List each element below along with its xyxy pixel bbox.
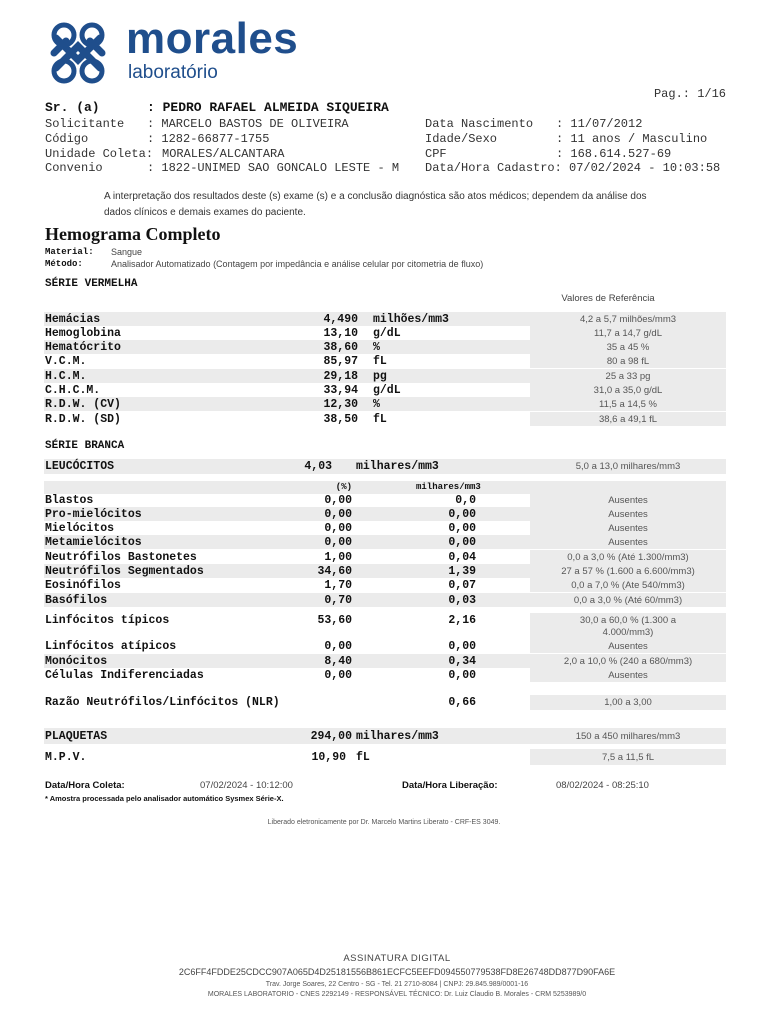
linfocitos-tipicos-abs: 2,16 xyxy=(448,614,476,627)
coleta-value: 07/02/2024 - 10:12:00 xyxy=(200,780,293,791)
result-absolute: 0,00 xyxy=(448,536,476,549)
result-value: 12,30 xyxy=(323,398,358,411)
convenio-label: Convenio xyxy=(45,161,103,175)
leucocitos-ref: 5,0 a 13,0 milhares/mm3 xyxy=(575,461,681,472)
result-percent: 0,00 xyxy=(324,640,352,653)
mpv-value: 10,90 xyxy=(311,751,346,764)
cpf-label: CPF xyxy=(425,147,447,161)
cadastro-value: 07/02/2024 - 10:03:58 xyxy=(569,161,721,175)
result-name: C.H.C.M. xyxy=(45,384,101,397)
unidade-label: Unidade Coleta: xyxy=(45,147,154,161)
result-percent: 0,00 xyxy=(324,669,352,682)
result-name: Basófilos xyxy=(45,594,108,607)
result-unit: fL xyxy=(373,413,387,426)
result-percent: 1,00 xyxy=(324,551,352,564)
result-percent: 1,70 xyxy=(324,579,352,592)
result-percent: 8,40 xyxy=(324,655,352,668)
leucocitos-value: 4,03 xyxy=(304,460,332,473)
result-reference: 4,2 a 5,7 milhões/mm3 xyxy=(579,314,677,325)
result-name: Células Indiferenciadas xyxy=(45,669,204,682)
result-reference: 11,5 a 14,5 % xyxy=(599,399,657,410)
page-number: Pag.: 1/16 xyxy=(653,87,726,101)
result-name: Monócitos xyxy=(45,655,108,668)
result-reference: Ausentes xyxy=(608,495,648,506)
result-unit: % xyxy=(373,398,380,411)
result-name: R.D.W. (SD) xyxy=(45,413,121,426)
signature-hash: 2C6FF4FDDE25CDCC907A065D4D25181556B861ECFC5EEFD094550779538FD8E26748DD877D90FA6E xyxy=(178,967,616,977)
result-name: Linfócitos atípicos xyxy=(45,640,177,653)
nascimento-value: : 11/07/2012 xyxy=(556,117,643,131)
result-value: 4,490 xyxy=(323,313,358,326)
result-reference: 25 a 33 pg xyxy=(605,371,651,382)
linfocitos-tipicos-ref-line2: 4.000/mm3) xyxy=(602,627,654,638)
nlr-name: Razão Neutrófilos/Linfócitos (NLR) xyxy=(45,696,280,709)
liberacao-value: 08/02/2024 - 08:25:10 xyxy=(556,780,649,791)
result-absolute: 0,00 xyxy=(448,522,476,535)
result-reference: Ausentes xyxy=(608,670,648,681)
result-reference: 38,6 a 49,1 fL xyxy=(598,414,658,425)
exam-title: Hemograma Completo xyxy=(45,224,221,244)
metodo-label: Método: xyxy=(45,259,83,269)
nlr-value: 0,66 xyxy=(448,696,476,709)
liberado-text: Liberado eletronicamente por Dr. Marcelo Martins Liberato - CRF-ES 3049. xyxy=(267,819,501,826)
result-reference: Ausentes xyxy=(608,641,648,652)
morales-logo-icon xyxy=(44,20,112,86)
result-absolute: 0,00 xyxy=(448,669,476,682)
result-reference: 0,0 a 3,0 % (Até 1.300/mm3) xyxy=(567,552,689,563)
linfocitos-tipicos-name: Linfócitos típicos xyxy=(45,614,170,627)
col-absolute-header: milhares/mm3 xyxy=(416,482,481,492)
assinatura-label: ASSINATURA DIGITAL xyxy=(343,953,451,964)
reference-header: Valores de Referência xyxy=(561,293,655,304)
responsavel-text: MORALES LABORATORIO - CNES 2292149 - RESPONSÁVEL TÉCNICO: Dr. Luiz Claudio B. Morales - CRM 5253989/0 xyxy=(207,991,587,998)
result-percent: 0,00 xyxy=(324,494,352,507)
result-value: 13,10 xyxy=(323,327,358,340)
result-name: Eosinófilos xyxy=(45,579,121,592)
result-absolute: 0,07 xyxy=(448,579,476,592)
result-reference: 31,0 a 35,0 g/dL xyxy=(593,385,663,396)
result-reference: 11,7 a 14,7 g/dL xyxy=(594,328,662,339)
result-absolute: 1,39 xyxy=(448,565,476,578)
result-name: Blastos xyxy=(45,494,94,507)
result-name: H.C.M. xyxy=(45,370,87,383)
leucocitos-unit: milhares/mm3 xyxy=(356,460,439,473)
result-value: 33,94 xyxy=(323,384,358,397)
patient-label: Sr. (a) xyxy=(45,100,100,115)
result-value: 38,60 xyxy=(323,341,358,354)
material-value: Sangue xyxy=(111,247,143,257)
liberacao-label: Data/Hora Liberação: xyxy=(402,780,498,791)
result-percent: 34,60 xyxy=(317,565,352,578)
cpf-value: : 168.614.527-69 xyxy=(556,147,672,161)
result-absolute: 0,00 xyxy=(448,640,476,653)
codigo-value: : 1282-66877-1755 xyxy=(147,132,270,146)
result-name: V.C.M. xyxy=(45,355,87,368)
result-reference: 27 a 57 % (1.600 a 6.600/mm3) xyxy=(561,566,695,577)
idade-sexo-label: Idade/Sexo xyxy=(425,132,498,146)
result-reference: 80 a 98 fL xyxy=(606,356,650,367)
result-name: Pro-mielócitos xyxy=(45,508,142,521)
result-name: Hemoglobina xyxy=(45,327,121,340)
result-reference: Ausentes xyxy=(608,509,648,520)
result-name: Mielócitos xyxy=(45,522,115,535)
plaquetas-unit: milhares/mm3 xyxy=(356,730,439,743)
result-percent: 0,00 xyxy=(324,536,352,549)
result-reference: Ausentes xyxy=(608,523,648,534)
convenio-value: : 1822-UNIMED SAO GONCALO LESTE - M xyxy=(147,161,400,175)
plaquetas-ref: 150 a 450 milhares/mm3 xyxy=(575,731,681,742)
result-reference: 35 a 45 % xyxy=(606,342,650,353)
result-percent: 0,00 xyxy=(324,508,352,521)
brand-subtitle: laboratório xyxy=(128,62,218,83)
solicitante-value: : MARCELO BASTOS DE OLIVEIRA xyxy=(147,117,349,131)
idade-sexo-value: : 11 anos / Masculino xyxy=(556,132,708,146)
result-unit: pg xyxy=(373,370,387,383)
linfocitos-tipicos-ref-line1: 30,0 a 60,0 % (1.300 a xyxy=(579,615,677,626)
result-reference: 0,0 a 7,0 % (Ate 540/mm3) xyxy=(571,580,685,591)
brand-name: morales xyxy=(126,14,299,63)
result-absolute: 0,34 xyxy=(448,655,476,668)
nlr-ref: 1,00 a 3,00 xyxy=(604,697,652,708)
result-percent: 0,70 xyxy=(324,594,352,607)
result-value: 85,97 xyxy=(323,355,358,368)
result-absolute: 0,03 xyxy=(448,594,476,607)
solicitante-label: Solicitante xyxy=(45,117,125,131)
result-name: Hematócrito xyxy=(45,341,121,354)
plaquetas-name: PLAQUETAS xyxy=(45,730,108,743)
leucocitos-name: LEUCÓCITOS xyxy=(45,460,115,473)
mpv-name: M.P.V. xyxy=(45,751,87,764)
material-label: Material: xyxy=(45,247,94,257)
serie-branca-title: SÉRIE BRANCA xyxy=(45,440,125,452)
analyzer-note: * Amostra processada pelo analisador automático Sysmex Série-X. xyxy=(45,794,284,803)
result-value: 38,50 xyxy=(323,413,358,426)
result-reference: 2,0 a 10,0 % (240 a 680/mm3) xyxy=(563,656,693,667)
patient-name: : PEDRO RAFAEL ALMEIDA SIQUEIRA xyxy=(147,100,389,115)
nascimento-label: Data Nascimento xyxy=(425,117,534,131)
result-unit: milhões/mm3 xyxy=(373,313,449,326)
result-unit: g/dL xyxy=(373,327,401,340)
serie-vermelha-title: SÉRIE VERMELHA xyxy=(45,278,138,290)
result-unit: g/dL xyxy=(373,384,401,397)
result-name: R.D.W. (CV) xyxy=(45,398,121,411)
result-reference: Ausentes xyxy=(608,537,648,548)
linfocitos-tipicos-pct: 53,60 xyxy=(317,614,352,627)
result-reference: 0,0 a 3,0 % (Até 60/mm3) xyxy=(573,595,683,606)
codigo-label: Código xyxy=(45,132,89,146)
metodo-value: Analisador Automatizado (Contagem por impedância e análise celular por citometria de fluxo) xyxy=(111,259,484,269)
coleta-label: Data/Hora Coleta: xyxy=(45,780,125,791)
result-name: Hemácias xyxy=(45,313,101,326)
result-absolute: 0,0 xyxy=(455,494,476,507)
result-unit: fL xyxy=(373,355,387,368)
result-name: Metamielócitos xyxy=(45,536,142,549)
result-absolute: 0,04 xyxy=(448,551,476,564)
result-value: 29,18 xyxy=(323,370,358,383)
result-name: Neutrófilos Segmentados xyxy=(45,565,204,578)
address-text: Trav. Jorge Soares, 22 Centro - SG - Tel. 21 2710-8084 | CNPJ: 29.845.989/0001-16 xyxy=(265,981,529,988)
disclaimer-text: A interpretação dos resultados deste (s) exame (s) e a conclusão diagnóstica são atos médicos; dependem da análise dos dados clínicos e demais exames do paciente. xyxy=(104,191,647,218)
result-absolute: 0,00 xyxy=(448,508,476,521)
result-name: Neutrófilos Bastonetes xyxy=(45,551,197,564)
col-percent-header: (%) xyxy=(335,482,352,492)
mpv-ref: 7,5 a 11,5 fL xyxy=(601,752,655,763)
cadastro-label: Data/Hora Cadastro: xyxy=(425,161,562,175)
plaquetas-value: 294,00 xyxy=(310,730,352,743)
unidade-value: MORALES/ALCANTARA xyxy=(162,147,285,161)
result-unit: % xyxy=(373,341,380,354)
result-percent: 0,00 xyxy=(324,522,352,535)
mpv-unit: fL xyxy=(356,751,370,764)
